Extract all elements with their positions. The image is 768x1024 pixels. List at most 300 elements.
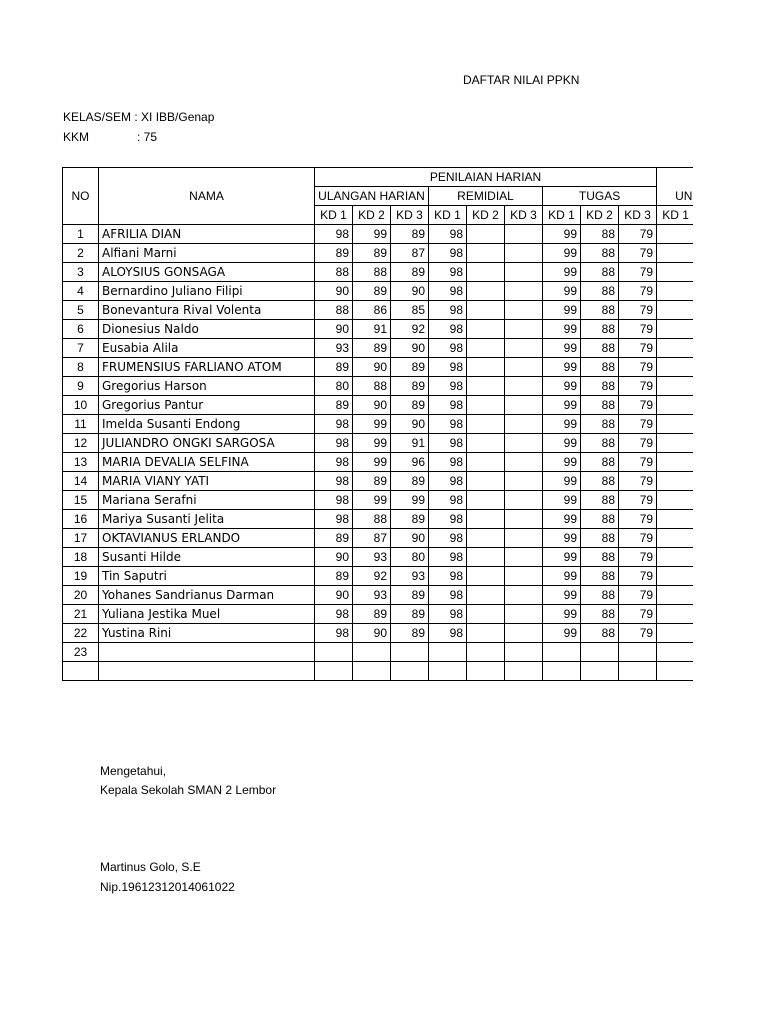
table-row [63, 320, 694, 339]
score-cell: 88 [581, 396, 619, 415]
header-tugas-kd2: KD 2 [581, 206, 619, 225]
score-cell: 99 [543, 415, 581, 434]
score-cell [467, 472, 505, 491]
score-cell: 79 [619, 510, 657, 529]
row-number: 18 [63, 548, 99, 567]
score-cell [505, 225, 543, 244]
score-cell: 98 [429, 301, 467, 320]
score-cell: 80 [391, 548, 429, 567]
table-row [63, 225, 694, 244]
score-cell: 88 [581, 434, 619, 453]
score-cell [467, 586, 505, 605]
score-cell: 90 [353, 396, 391, 415]
score-cell: 90 [391, 282, 429, 301]
row-number: 13 [63, 453, 99, 472]
score-cell [657, 301, 693, 320]
score-cell: 98 [429, 396, 467, 415]
score-cell: 79 [619, 529, 657, 548]
table-row [63, 263, 694, 282]
score-cell [505, 624, 543, 643]
score-cell: 99 [543, 301, 581, 320]
header-uh-kd3: KD 3 [391, 206, 429, 225]
table-row [63, 548, 694, 567]
score-cell: 79 [619, 263, 657, 282]
score-cell [657, 510, 693, 529]
score-cell: 98 [429, 529, 467, 548]
score-cell: 79 [619, 377, 657, 396]
score-cell: 99 [543, 472, 581, 491]
score-cell [467, 339, 505, 358]
score-cell [467, 377, 505, 396]
score-cell [619, 643, 657, 662]
score-cell: 88 [315, 301, 353, 320]
score-cell [505, 548, 543, 567]
signer-name: Martinus Golo, S.E [100, 860, 201, 874]
header-rem-kd3: KD 3 [505, 206, 543, 225]
row-number: 10 [63, 396, 99, 415]
score-cell: 88 [581, 244, 619, 263]
header-rem-kd1: KD 1 [429, 206, 467, 225]
table-row [63, 396, 694, 415]
row-number: 22 [63, 624, 99, 643]
score-cell: 89 [353, 605, 391, 624]
score-cell: 79 [619, 624, 657, 643]
score-cell: 79 [619, 225, 657, 244]
score-cell: 88 [581, 358, 619, 377]
score-cell [505, 643, 543, 662]
score-cell: 99 [543, 225, 581, 244]
score-cell: 79 [619, 453, 657, 472]
table-row [63, 301, 694, 320]
row-number: 15 [63, 491, 99, 510]
score-cell: 90 [315, 320, 353, 339]
score-cell: 88 [581, 529, 619, 548]
score-cell [353, 643, 391, 662]
student-name: AFRILIA DIAN [99, 225, 315, 244]
score-cell: 98 [429, 491, 467, 510]
score-cell [467, 510, 505, 529]
score-cell [657, 567, 693, 586]
score-cell [657, 396, 693, 415]
row-number: 1 [63, 225, 99, 244]
header-uh-kd2: KD 2 [353, 206, 391, 225]
score-cell: 98 [315, 434, 353, 453]
score-cell [657, 358, 693, 377]
kkm-label: KKM [63, 130, 90, 144]
student-name: MARIA VIANY YATI [99, 472, 315, 491]
score-cell [657, 586, 693, 605]
table-row [63, 415, 694, 434]
score-cell: 98 [429, 415, 467, 434]
row-number: 6 [63, 320, 99, 339]
score-cell: 93 [391, 567, 429, 586]
header-no: NO [63, 168, 99, 225]
score-cell: 88 [581, 567, 619, 586]
score-cell: 99 [543, 320, 581, 339]
row-number: 20 [63, 586, 99, 605]
score-cell: 89 [391, 586, 429, 605]
score-cell [657, 244, 693, 263]
score-cell: 89 [391, 624, 429, 643]
score-cell: 90 [315, 548, 353, 567]
score-cell: 89 [391, 472, 429, 491]
score-cell: 98 [429, 377, 467, 396]
score-cell [505, 320, 543, 339]
score-cell: 99 [391, 491, 429, 510]
score-cell: 80 [315, 377, 353, 396]
score-cell [657, 605, 693, 624]
score-cell [505, 434, 543, 453]
score-cell [657, 339, 693, 358]
score-cell [657, 377, 693, 396]
score-cell [657, 472, 693, 491]
score-cell: 99 [543, 339, 581, 358]
table-row [63, 624, 694, 643]
score-cell: 89 [391, 605, 429, 624]
score-cell [581, 643, 619, 662]
table-row [63, 510, 694, 529]
score-cell: 93 [315, 339, 353, 358]
header-tugas-kd3: KD 3 [619, 206, 657, 225]
score-cell: 79 [619, 586, 657, 605]
student-name: JULIANDRO ONGKI SARGOSA [99, 434, 315, 453]
header-tugas: TUGAS [543, 187, 657, 206]
score-cell [505, 396, 543, 415]
score-cell: 79 [619, 434, 657, 453]
score-cell [657, 624, 693, 643]
score-cell [467, 244, 505, 263]
score-cell: 99 [543, 491, 581, 510]
score-cell [467, 548, 505, 567]
row-number: 2 [63, 244, 99, 263]
score-cell: 99 [543, 586, 581, 605]
header-penilaian-harian: PENILAIAN HARIAN [315, 168, 657, 187]
score-cell [657, 643, 693, 662]
score-cell: 79 [619, 339, 657, 358]
table-row [63, 529, 694, 548]
score-cell [315, 662, 353, 681]
score-cell: 98 [429, 282, 467, 301]
table-row [63, 491, 694, 510]
score-cell: 90 [353, 624, 391, 643]
score-cell: 92 [353, 567, 391, 586]
score-cell: 88 [581, 263, 619, 282]
table-row [63, 643, 694, 662]
score-cell: 90 [315, 586, 353, 605]
score-cell [657, 263, 693, 282]
score-cell: 88 [581, 225, 619, 244]
score-cell: 99 [543, 358, 581, 377]
score-cell [505, 282, 543, 301]
score-cell [467, 662, 505, 681]
score-cell: 98 [429, 586, 467, 605]
score-cell: 88 [581, 320, 619, 339]
signer-nip: Nip.19612312014061022 [100, 880, 235, 894]
grades-table-viewport [62, 167, 693, 704]
row-number: 7 [63, 339, 99, 358]
score-cell [467, 263, 505, 282]
score-cell: 89 [391, 396, 429, 415]
score-cell: 98 [315, 225, 353, 244]
score-cell [467, 529, 505, 548]
score-cell [353, 662, 391, 681]
student-name: Tin Saputri [99, 567, 315, 586]
score-cell: 79 [619, 415, 657, 434]
score-cell [581, 662, 619, 681]
score-cell: 98 [315, 415, 353, 434]
score-cell: 89 [391, 510, 429, 529]
student-name: Imelda Susanti Endong [99, 415, 315, 434]
score-cell: 79 [619, 396, 657, 415]
score-cell [467, 320, 505, 339]
student-name: Alfiani Marni [99, 244, 315, 263]
score-cell: 79 [619, 358, 657, 377]
score-cell: 99 [543, 567, 581, 586]
table-row [63, 282, 694, 301]
score-cell [467, 415, 505, 434]
score-cell: 98 [315, 453, 353, 472]
grades-table [62, 167, 693, 681]
score-cell [505, 453, 543, 472]
student-name: Yuliana Jestika Muel [99, 605, 315, 624]
score-cell [467, 282, 505, 301]
table-row [63, 377, 694, 396]
score-cell [657, 662, 693, 681]
student-name: Susanti Hilde [99, 548, 315, 567]
score-cell [657, 225, 693, 244]
score-cell: 99 [353, 225, 391, 244]
score-cell: 98 [429, 453, 467, 472]
score-cell: 99 [353, 453, 391, 472]
student-name [99, 662, 315, 681]
score-cell: 99 [543, 529, 581, 548]
score-cell [391, 662, 429, 681]
row-number: 23 [63, 643, 99, 662]
score-cell [467, 567, 505, 586]
score-cell: 79 [619, 548, 657, 567]
header-uh-kd1: KD 1 [315, 206, 353, 225]
score-cell: 98 [429, 320, 467, 339]
score-cell: 90 [353, 358, 391, 377]
score-cell [505, 586, 543, 605]
score-cell [505, 472, 543, 491]
score-cell: 98 [429, 624, 467, 643]
score-cell: 88 [581, 624, 619, 643]
score-cell: 89 [353, 244, 391, 263]
score-cell [505, 301, 543, 320]
table-row [63, 472, 694, 491]
table-row [63, 662, 694, 681]
score-cell: 99 [543, 453, 581, 472]
score-cell: 98 [429, 510, 467, 529]
score-cell: 99 [543, 244, 581, 263]
score-cell: 99 [353, 434, 391, 453]
score-cell: 79 [619, 282, 657, 301]
score-cell: 88 [581, 282, 619, 301]
score-cell: 98 [429, 605, 467, 624]
score-cell: 87 [391, 244, 429, 263]
student-name: Gregorius Harson [99, 377, 315, 396]
score-cell: 99 [353, 491, 391, 510]
score-cell [505, 339, 543, 358]
row-number [63, 662, 99, 681]
score-cell [505, 529, 543, 548]
score-cell: 88 [581, 510, 619, 529]
score-cell: 98 [315, 624, 353, 643]
student-name: Eusabia Alila [99, 339, 315, 358]
score-cell [467, 643, 505, 662]
header-extra-kd1: KD 1 [657, 206, 693, 225]
student-name: Bonevantura Rival Volenta [99, 301, 315, 320]
score-cell: 98 [429, 263, 467, 282]
acknowledged-label: Mengetahui, [100, 764, 167, 778]
score-cell: 93 [353, 548, 391, 567]
score-cell: 90 [391, 529, 429, 548]
score-cell: 98 [429, 358, 467, 377]
score-cell: 90 [391, 415, 429, 434]
student-name: Gregorius Pantur [99, 396, 315, 415]
score-cell: 98 [315, 510, 353, 529]
score-cell: 99 [543, 624, 581, 643]
header-ulangan-harian: ULANGAN HARIAN [315, 187, 429, 206]
score-cell [505, 377, 543, 396]
score-cell: 99 [543, 263, 581, 282]
score-cell [505, 358, 543, 377]
row-number: 9 [63, 377, 99, 396]
score-cell [505, 415, 543, 434]
score-cell [467, 301, 505, 320]
table-row [63, 358, 694, 377]
header-rem-kd2: KD 2 [467, 206, 505, 225]
score-cell [505, 491, 543, 510]
student-name: MARIA DEVALIA SELFINA [99, 453, 315, 472]
score-cell [657, 453, 693, 472]
score-cell: 88 [581, 415, 619, 434]
score-cell: 89 [315, 396, 353, 415]
score-cell: 79 [619, 567, 657, 586]
score-cell: 99 [543, 510, 581, 529]
score-cell: 98 [429, 339, 467, 358]
score-cell: 98 [429, 567, 467, 586]
score-cell: 88 [353, 263, 391, 282]
score-cell: 87 [353, 529, 391, 548]
table-row [63, 453, 694, 472]
row-number: 11 [63, 415, 99, 434]
score-cell: 88 [581, 548, 619, 567]
document-title: DAFTAR NILAI PPKN [463, 73, 580, 87]
header-nama: NAMA [99, 168, 315, 225]
student-name: Mariana Serafni [99, 491, 315, 510]
score-cell [543, 643, 581, 662]
table-row [63, 339, 694, 358]
table-row [63, 567, 694, 586]
score-cell: 79 [619, 320, 657, 339]
score-cell: 89 [315, 529, 353, 548]
score-cell: 79 [619, 491, 657, 510]
score-cell: 88 [581, 339, 619, 358]
principal-position: Kepala Sekolah SMAN 2 Lembor [100, 783, 277, 797]
score-cell: 98 [429, 225, 467, 244]
score-cell: 88 [315, 263, 353, 282]
score-cell: 88 [581, 491, 619, 510]
score-cell: 88 [581, 586, 619, 605]
score-cell [657, 548, 693, 567]
score-cell [467, 491, 505, 510]
score-cell [467, 396, 505, 415]
score-cell: 89 [315, 358, 353, 377]
score-cell: 90 [391, 339, 429, 358]
score-cell: 98 [429, 472, 467, 491]
score-cell [657, 320, 693, 339]
row-number: 16 [63, 510, 99, 529]
score-cell: 85 [391, 301, 429, 320]
row-number: 14 [63, 472, 99, 491]
row-number: 17 [63, 529, 99, 548]
score-cell [315, 643, 353, 662]
kkm-value: : 75 [137, 130, 158, 144]
table-row [63, 244, 694, 263]
score-cell: 90 [315, 282, 353, 301]
score-cell: 89 [391, 358, 429, 377]
score-cell: 99 [543, 282, 581, 301]
row-number: 5 [63, 301, 99, 320]
score-cell: 88 [581, 453, 619, 472]
score-cell [657, 434, 693, 453]
student-name: ALOYSIUS GONSAGA [99, 263, 315, 282]
row-number: 3 [63, 263, 99, 282]
score-cell: 89 [391, 263, 429, 282]
score-cell: 93 [353, 586, 391, 605]
score-cell [505, 662, 543, 681]
score-cell: 88 [581, 472, 619, 491]
score-cell [467, 624, 505, 643]
score-cell [429, 662, 467, 681]
score-cell [543, 662, 581, 681]
row-number: 19 [63, 567, 99, 586]
score-cell: 88 [353, 377, 391, 396]
score-cell: 89 [353, 339, 391, 358]
row-number: 12 [63, 434, 99, 453]
score-cell [657, 529, 693, 548]
header-tugas-kd1: KD 1 [543, 206, 581, 225]
score-cell: 79 [619, 301, 657, 320]
score-cell: 98 [429, 548, 467, 567]
score-cell: 99 [543, 548, 581, 567]
class-semester-label: KELAS/SEM : XI IBB/Genap [63, 110, 215, 124]
score-cell: 99 [543, 434, 581, 453]
score-cell [467, 358, 505, 377]
row-number: 8 [63, 358, 99, 377]
row-number: 4 [63, 282, 99, 301]
score-cell [467, 225, 505, 244]
score-cell: 96 [391, 453, 429, 472]
score-cell [467, 434, 505, 453]
score-cell: 98 [315, 472, 353, 491]
score-cell: 98 [429, 244, 467, 263]
score-cell: 89 [315, 244, 353, 263]
score-cell: 99 [543, 605, 581, 624]
score-cell [505, 510, 543, 529]
score-cell [657, 415, 693, 434]
student-name: Dionesius Naldo [99, 320, 315, 339]
score-cell [657, 491, 693, 510]
header-row-1 [63, 168, 694, 187]
score-cell [467, 605, 505, 624]
score-cell [505, 567, 543, 586]
score-cell [505, 263, 543, 282]
header-remidial: REMIDIAL [429, 187, 543, 206]
score-cell [505, 605, 543, 624]
